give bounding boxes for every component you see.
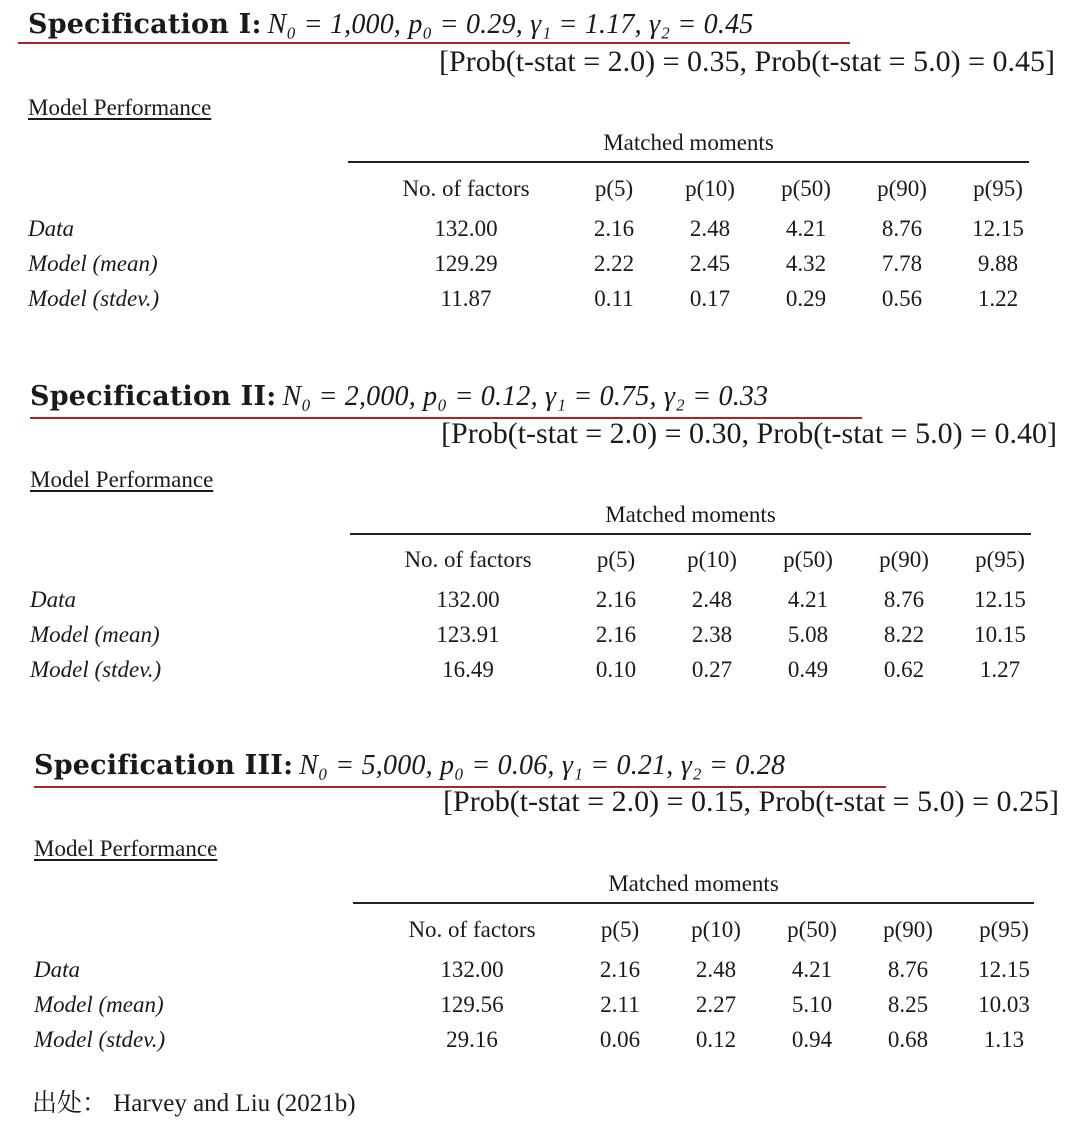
table-row bbox=[28, 281, 1046, 316]
table-cell: 10.03 bbox=[978, 991, 1030, 1017]
header-cell: p(10) bbox=[685, 176, 735, 201]
model-performance-title: Model Performance bbox=[34, 836, 218, 861]
header-cell: p(90) bbox=[879, 547, 929, 572]
header-cell: p(10) bbox=[691, 917, 741, 942]
table-row bbox=[34, 1022, 1052, 1057]
table-header-row bbox=[28, 167, 1046, 211]
table-cell: 16.49 bbox=[442, 656, 494, 682]
header-cell: p(5) bbox=[600, 917, 640, 942]
header-cell: p(95) bbox=[975, 547, 1025, 572]
table-row bbox=[30, 582, 1048, 617]
matched-moments-rule bbox=[348, 161, 1029, 163]
table-cell: 0.27 bbox=[691, 656, 733, 682]
table-row bbox=[34, 987, 1052, 1022]
header-cell: p(10) bbox=[687, 547, 737, 572]
table-row bbox=[30, 652, 1048, 687]
table-cell: 132.00 bbox=[440, 956, 504, 982]
table-row bbox=[34, 952, 1052, 987]
table-cell: 2.11 bbox=[600, 991, 640, 1017]
table-cell: 8.76 bbox=[883, 586, 925, 612]
table-cell: 0.49 bbox=[787, 656, 829, 682]
table-cell: 1.27 bbox=[979, 656, 1021, 682]
table-cell: 4.32 bbox=[785, 250, 827, 276]
table-cell: 0.62 bbox=[883, 656, 925, 682]
table-header-row bbox=[34, 908, 1052, 952]
header-cell: p(5) bbox=[594, 176, 634, 201]
header-blank bbox=[28, 167, 366, 211]
table-cell: 4.21 bbox=[791, 956, 833, 982]
table-cell: 8.22 bbox=[883, 621, 925, 647]
table-cell: 2.48 bbox=[691, 586, 733, 612]
header-cell: No. of factors bbox=[402, 176, 530, 201]
row-label: Model (stdev.) bbox=[28, 285, 160, 311]
spec-prob: [Prob(t-stat = 2.0) = 0.15, Prob(t-stat = 5.0) = 0.25] bbox=[443, 785, 1059, 818]
spec-params: N₀ = 5,000, p₀ = 0.06, γ₁ = 0.21, γ₂ = 0.28 bbox=[299, 750, 786, 781]
table-cell: 0.29 bbox=[785, 285, 827, 311]
performance-table bbox=[34, 908, 1052, 1057]
header-cell: p(90) bbox=[883, 917, 933, 942]
row-label: Model (stdev.) bbox=[34, 1026, 166, 1052]
table-cell: 8.76 bbox=[881, 215, 923, 241]
table-cell: 2.45 bbox=[689, 250, 731, 276]
row-label: Data bbox=[30, 586, 76, 612]
table-cell: 12.15 bbox=[974, 586, 1026, 612]
row-label: Model (stdev.) bbox=[30, 656, 162, 682]
table-cell: 11.87 bbox=[440, 285, 492, 311]
table-cell: 2.27 bbox=[695, 991, 737, 1017]
header-cell: p(50) bbox=[783, 547, 833, 572]
table-cell: 0.10 bbox=[595, 656, 637, 682]
table-cell: 0.11 bbox=[594, 285, 634, 311]
table-cell: 29.16 bbox=[446, 1026, 498, 1052]
table-cell: 132.00 bbox=[434, 215, 498, 241]
table-cell: 2.16 bbox=[595, 586, 637, 612]
model-performance-title: Model Performance bbox=[28, 95, 212, 120]
table-cell: 2.16 bbox=[593, 215, 635, 241]
table-cell: 0.56 bbox=[881, 285, 923, 311]
header-blank bbox=[30, 538, 368, 582]
matched-moments-title: Matched moments bbox=[603, 130, 774, 155]
table-cell: 8.76 bbox=[887, 956, 929, 982]
table-cell: 2.48 bbox=[695, 956, 737, 982]
spec-prob: [Prob(t-stat = 2.0) = 0.35, Prob(t-stat = 5.0) = 0.45] bbox=[439, 45, 1055, 78]
table-cell: 132.00 bbox=[436, 586, 500, 612]
table-row bbox=[28, 246, 1046, 281]
matched-moments-rule bbox=[353, 902, 1034, 904]
table-cell: 0.68 bbox=[887, 1026, 929, 1052]
matched-moments-title: Matched moments bbox=[605, 502, 776, 527]
header-cell: p(95) bbox=[973, 176, 1023, 201]
header-cell: p(95) bbox=[979, 917, 1029, 942]
table-cell: 129.29 bbox=[434, 250, 498, 276]
spec-label: Specification II: bbox=[30, 381, 277, 412]
table-cell: 8.25 bbox=[887, 991, 929, 1017]
table-cell: 0.94 bbox=[791, 1026, 833, 1052]
header-cell: No. of factors bbox=[408, 917, 536, 942]
table-cell: 4.21 bbox=[787, 586, 829, 612]
table-cell: 5.08 bbox=[787, 621, 829, 647]
row-label: Model (mean) bbox=[28, 250, 158, 276]
table-cell: 2.16 bbox=[599, 956, 641, 982]
table-cell: 9.88 bbox=[977, 250, 1019, 276]
spec-prob: [Prob(t-stat = 2.0) = 0.30, Prob(t-stat = 5.0) = 0.40] bbox=[441, 417, 1057, 450]
table-cell: 12.15 bbox=[972, 215, 1024, 241]
table-cell: 12.15 bbox=[978, 956, 1030, 982]
table-cell: 2.16 bbox=[595, 621, 637, 647]
row-label: Model (mean) bbox=[30, 621, 160, 647]
table-row bbox=[30, 617, 1048, 652]
performance-table bbox=[28, 167, 1046, 316]
row-label: Data bbox=[34, 956, 80, 982]
header-cell: p(50) bbox=[781, 176, 831, 201]
table-cell: 0.12 bbox=[695, 1026, 737, 1052]
row-label: Model (mean) bbox=[34, 991, 164, 1017]
table-cell: 1.13 bbox=[983, 1026, 1025, 1052]
table-row bbox=[28, 211, 1046, 246]
model-performance-title: Model Performance bbox=[30, 467, 214, 492]
table-cell: 2.22 bbox=[593, 250, 635, 276]
spec-heading bbox=[30, 380, 768, 414]
header-blank bbox=[34, 908, 372, 952]
header-cell: No. of factors bbox=[404, 547, 532, 572]
header-cell: p(5) bbox=[596, 547, 636, 572]
table-cell: 1.22 bbox=[977, 285, 1019, 311]
row-label: Data bbox=[28, 215, 74, 241]
spec-heading bbox=[34, 749, 785, 783]
spec-heading bbox=[28, 8, 753, 42]
table-cell: 123.91 bbox=[436, 621, 500, 647]
table-cell: 4.21 bbox=[785, 215, 827, 241]
spec-params: N₀ = 2,000, p₀ = 0.12, γ₁ = 0.75, γ₂ = 0.33 bbox=[282, 381, 769, 412]
table-cell: 2.48 bbox=[689, 215, 731, 241]
matched-moments-title: Matched moments bbox=[608, 871, 779, 896]
performance-table bbox=[30, 538, 1048, 687]
table-header-row bbox=[30, 538, 1048, 582]
table-cell: 2.38 bbox=[691, 621, 733, 647]
matched-moments-rule bbox=[350, 533, 1031, 535]
spec-label: Specification I: bbox=[28, 9, 262, 40]
source-footer: 出处： Harvey and Liu (2021b) bbox=[32, 1090, 356, 1117]
spec-params: N₀ = 1,000, p₀ = 0.29, γ₁ = 1.17, γ₂ = 0.45 bbox=[267, 9, 754, 40]
header-cell: p(50) bbox=[787, 917, 837, 942]
spec-label: Specification III: bbox=[34, 750, 294, 781]
table-cell: 129.56 bbox=[440, 991, 504, 1017]
table-cell: 5.10 bbox=[791, 991, 833, 1017]
table-cell: 7.78 bbox=[881, 250, 923, 276]
header-cell: p(90) bbox=[877, 176, 927, 201]
table-cell: 0.06 bbox=[599, 1026, 641, 1052]
table-cell: 10.15 bbox=[974, 621, 1026, 647]
table-cell: 0.17 bbox=[689, 285, 731, 311]
